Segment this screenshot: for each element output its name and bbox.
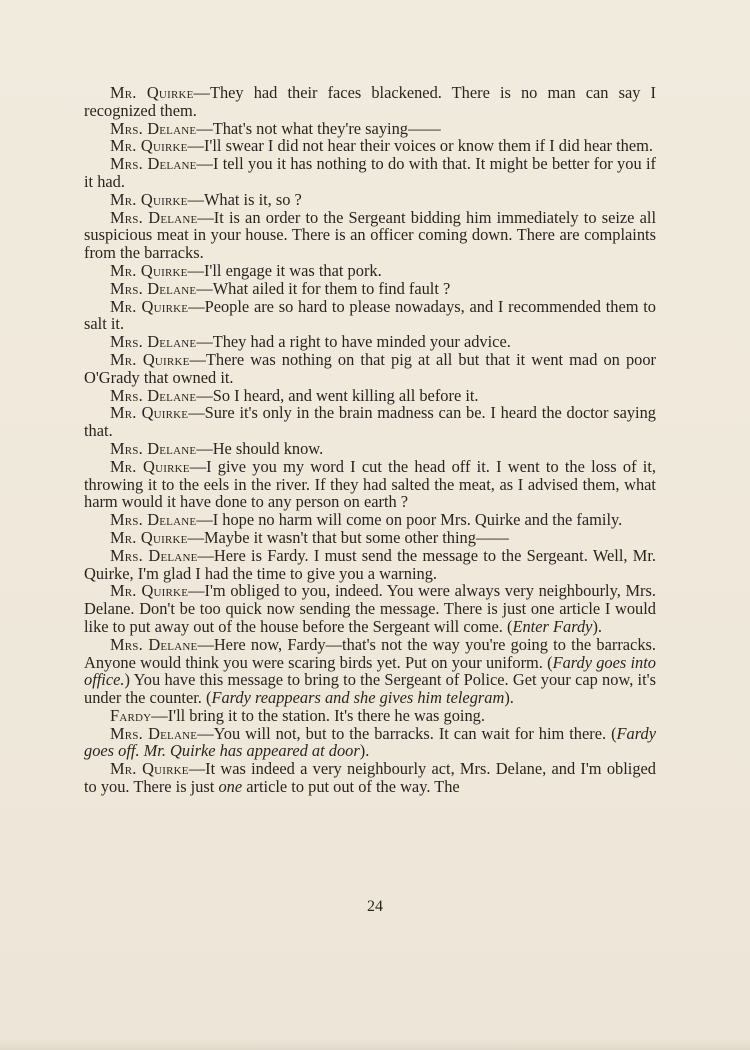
speaker-dash: — — [197, 634, 214, 654]
stage-direction-open: ( — [606, 723, 617, 743]
dialogue-paragraph — [84, 298, 656, 334]
speech-text: Here is Fardy. I must send the message to the Sergeant. Well, Mr. Quirke, I'm glad I had the time to give you a warning. — [84, 545, 656, 583]
stage-direction: Enter Fardy — [512, 616, 593, 636]
speaker-name: Mr. Quirke — [110, 260, 188, 280]
dialogue-paragraph — [84, 511, 656, 529]
speech-text: That's not what they're saying—— — [212, 118, 441, 138]
speaker-dash: — — [196, 332, 213, 352]
speaker-dash: — — [187, 260, 204, 280]
speech-text: I give you my word I cut the head off it. I went to the loss of it, throwing it to the eels in the river. If they had salted the meat, as I advised them, what harm would it have done to any person on earth ? — [84, 456, 656, 512]
speech-text: Sure it's only in the brain madness can be. I heard the doctor saying that. — [84, 403, 656, 441]
speech-text: There was nothing on that pig at all but that it went mad on poor O'Grady that owned it. — [84, 349, 656, 387]
dialogue-paragraph — [84, 725, 656, 761]
speaker-dash: — — [187, 189, 204, 209]
speech-text: I hope no harm will come on poor Mrs. Quirke and the family. — [212, 510, 623, 530]
speech-text: They had their faces blackened. There is no man can say I recognized them. — [84, 83, 656, 120]
speaker-dash: — — [196, 385, 213, 405]
dialogue-paragraph — [84, 191, 656, 209]
speaker-dash: — — [151, 705, 168, 725]
speaker-dash: — — [188, 759, 206, 779]
emphasis-text: one — [218, 777, 243, 797]
dialogue-text — [84, 84, 656, 796]
speaker-dash: — — [187, 136, 204, 156]
dialogue-paragraph — [84, 707, 656, 725]
dialogue-paragraph — [84, 333, 656, 351]
dialogue-paragraph — [84, 280, 656, 298]
stage-direction-close: ). — [504, 688, 514, 708]
stage-direction: Fardy reappears and she gives him telegram — [211, 688, 505, 708]
dialogue-paragraph — [84, 458, 656, 511]
speech-text: They had a right to have minded your advice. — [212, 332, 511, 352]
dialogue-paragraph — [84, 582, 656, 635]
speaker-dash: — — [193, 83, 210, 102]
speaker-name: Mrs. Delane — [110, 545, 198, 565]
speaker-name: Fardy — [110, 705, 152, 725]
dialogue-paragraph — [84, 209, 656, 262]
speech-text: article to put out of the way. The — [242, 777, 460, 797]
speaker-dash: — — [197, 723, 214, 743]
speech-text: He should know. — [212, 438, 324, 458]
speech-text: You will not, but to the barracks. It can wait for him there. — [213, 723, 607, 743]
speech-text: I tell you it has nothing to do with that. It might be better for you if it had. — [84, 154, 656, 191]
dialogue-paragraph — [84, 404, 656, 440]
speech-text: So I heard, and went killing all before it. — [212, 385, 479, 405]
dialogue-paragraph — [84, 120, 656, 138]
speaker-dash: — — [196, 438, 213, 458]
speaker-dash: — — [188, 296, 205, 316]
speaker-name: Mrs. Delane — [110, 278, 197, 298]
speaker-name: Mr. Quirke — [110, 759, 189, 779]
speech-text: You have this message to bring to the Sergeant of Police. Get your cap now, it's under the counter. — [84, 670, 656, 708]
dialogue-paragraph — [84, 440, 656, 458]
speaker-name: Mrs. Delane — [110, 723, 198, 743]
dialogue-paragraph — [84, 387, 656, 405]
dialogue-paragraph — [84, 547, 656, 583]
speaker-name: Mrs. Delane — [110, 207, 198, 227]
speech-text: What ailed it for them to find fault ? — [212, 278, 451, 298]
stage-direction-close: ). — [359, 741, 370, 761]
speaker-name: Mrs. Delane — [110, 118, 197, 138]
speaker-dash: — — [188, 581, 205, 601]
stage-direction-open: ( — [201, 688, 212, 708]
speech-text: It is an order to the Sergeant bidding him immediately to seize all suspicious meat in your house. There is an officer coming down. There are complaints from the barracks. — [84, 207, 657, 263]
dialogue-paragraph — [84, 351, 656, 387]
dialogue-paragraph — [84, 262, 656, 280]
speech-text: I'm obliged to you, indeed. You were always very neighbourly, Mrs. Delane. Don't be too quick now sending the message. There is just one article I would like to put away out of the house before the Sergeant will come. — [84, 581, 656, 636]
dialogue-paragraph — [84, 760, 656, 796]
speech-text: Maybe it wasn't that but some other thing—— — [203, 527, 509, 547]
speaker-name: Mr. Quirke — [110, 83, 194, 102]
speaker-dash: — — [196, 278, 213, 298]
stage-direction-close: ). — [592, 616, 602, 636]
speaker-dash: — — [196, 118, 213, 138]
stage-direction: Fardy goes off. Mr. Quirke has appeared at door — [84, 723, 656, 761]
stage-direction-open: ( — [542, 652, 553, 672]
speaker-dash: — — [189, 349, 206, 369]
speaker-dash: — — [187, 527, 204, 547]
dialogue-paragraph — [84, 529, 656, 547]
speaker-name: Mr. Quirke — [110, 189, 188, 209]
stage-direction-close: ) — [124, 670, 130, 690]
dialogue-paragraph — [84, 155, 656, 191]
speech-text: I'll swear I did not hear their voices or know them if I did hear them. — [203, 136, 653, 156]
speaker-name: Mr. Quirke — [110, 136, 188, 156]
speaker-dash: — — [188, 403, 205, 423]
speaker-dash: — — [196, 510, 213, 530]
speaker-dash: — — [196, 154, 213, 174]
speech-text: People are so hard to please nowadays, and I recommended them to salt it. — [84, 296, 656, 334]
speaker-name: Mr. Quirke — [110, 581, 189, 601]
page-edge-shadow — [0, 1038, 750, 1050]
speaker-name: Mr. Quirke — [110, 296, 189, 316]
speaker-name: Mrs. Delane — [110, 154, 197, 174]
dialogue-paragraph — [84, 84, 656, 120]
speaker-name: Mr. Quirke — [110, 456, 190, 476]
speaker-name: Mrs. Delane — [110, 438, 197, 458]
dialogue-paragraph — [84, 137, 656, 155]
speaker-name: Mrs. Delane — [110, 385, 197, 405]
stage-direction-open: ( — [502, 616, 513, 636]
speaker-name: Mr. Quirke — [110, 403, 189, 423]
speaker-name: Mrs. Delane — [110, 634, 198, 654]
speech-text: I'll engage it was that pork. — [203, 260, 382, 280]
speech-text: Here now, Fardy—that's not the way you're going to the barracks. Anyone would think you were scaring birds yet. Put on your uniform. — [84, 634, 656, 672]
speaker-dash: — — [189, 456, 207, 476]
speaker-dash: — — [197, 545, 214, 565]
speech-text: What is it, so ? — [203, 189, 302, 209]
speaker-name: Mr. Quirke — [110, 527, 188, 547]
page-number: 24 — [367, 898, 383, 915]
speech-text: It was indeed a very neighbourly act, Mrs. Delane, and I'm obliged to you. There is just — [84, 759, 656, 797]
stage-direction: Fardy goes into office. — [84, 652, 656, 690]
dialogue-paragraph — [84, 636, 656, 707]
speaker-dash: — — [197, 207, 214, 227]
speech-text: I'll bring it to the station. It's there he was going. — [167, 705, 485, 725]
speaker-name: Mrs. Delane — [110, 332, 197, 352]
speaker-name: Mrs. Delane — [110, 510, 197, 530]
speaker-name: Mr. Quirke — [110, 349, 190, 369]
